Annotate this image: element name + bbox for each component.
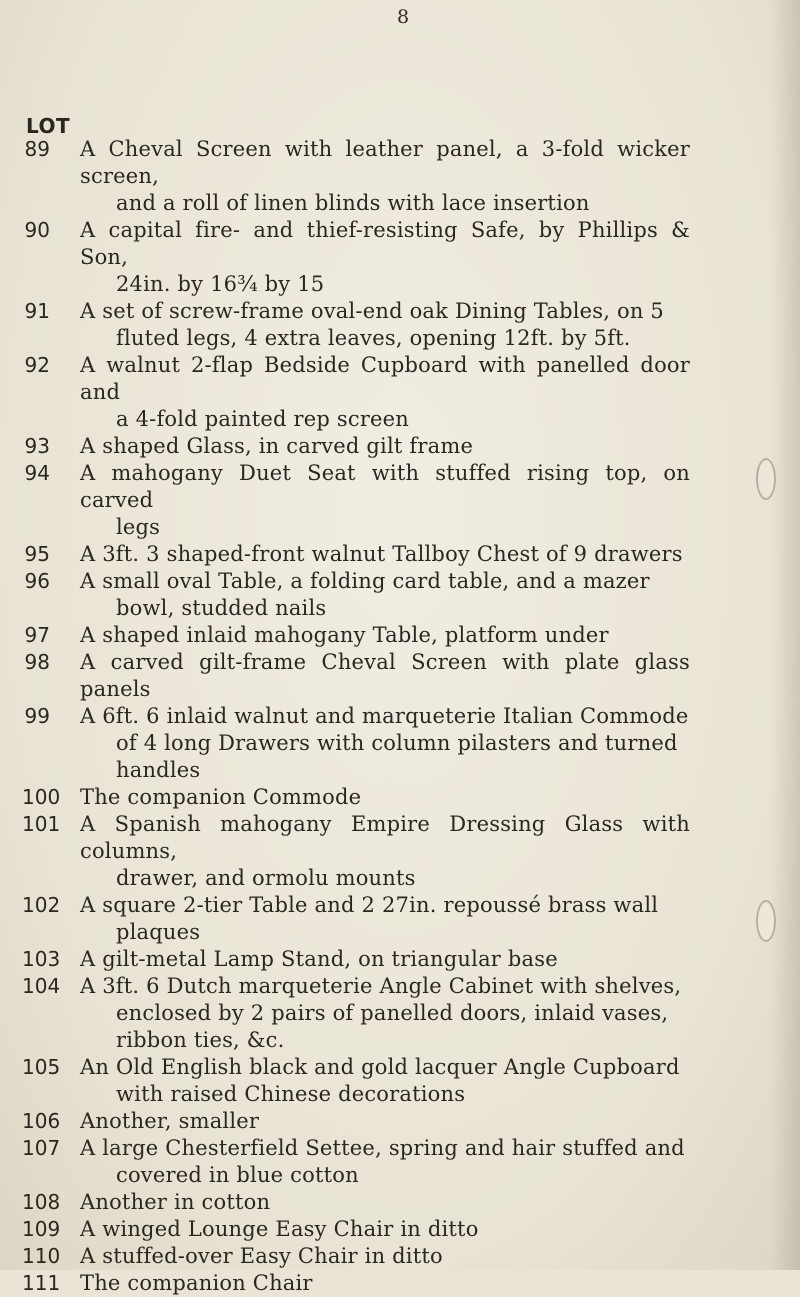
lot-description-line: drawer, and ormolu mounts (116, 866, 416, 890)
lot-description-line: ribbon ties, &c. (116, 1028, 285, 1052)
lot-description (80, 433, 690, 460)
lot-description-line: a 4-fold painted rep screen (116, 407, 410, 431)
lot-description-line: legs (116, 515, 161, 539)
lot-entry (0, 784, 800, 811)
lot-description (80, 298, 690, 352)
lot-number: 98 (24, 650, 50, 674)
lot-description-line: An Old English black and gold lacquer Angle Cupboard (80, 1055, 680, 1079)
lot-number: 108 (22, 1190, 61, 1214)
lot-number: 97 (24, 623, 50, 647)
lot-description (80, 1189, 690, 1216)
lot-number: 104 (22, 974, 61, 998)
lot-entry (0, 703, 800, 784)
lot-description-line: plaques (116, 920, 201, 944)
page-number: 8 (396, 6, 410, 28)
lot-number: 89 (24, 137, 50, 161)
lot-column-header: LOT (26, 114, 71, 138)
lot-number: 106 (22, 1109, 61, 1133)
lot-number: 96 (24, 569, 50, 593)
lot-list (0, 136, 800, 1297)
lot-number: 101 (22, 812, 61, 836)
lot-description-line: A capital fire- and thief-resisting Safe, by Phillips & Son, (80, 218, 690, 269)
lot-entry (0, 973, 800, 1054)
lot-entry (0, 1108, 800, 1135)
lot-description-line: enclosed by 2 pairs of panelled doors, inlaid vases, (116, 1001, 669, 1025)
lot-description (80, 541, 690, 568)
lot-description-line: A 3ft. 3 shaped-front walnut Tallboy Chest of 9 drawers (80, 542, 683, 566)
lot-entry (0, 541, 800, 568)
lot-description (80, 1054, 690, 1108)
lot-description (80, 1243, 690, 1270)
lot-number: 95 (24, 542, 50, 566)
lot-description-line: Another in cotton (80, 1190, 271, 1214)
lot-description (80, 352, 690, 433)
lot-description (80, 892, 690, 946)
lot-entry (0, 217, 800, 298)
lot-description-line: A gilt-metal Lamp Stand, on triangular base (80, 947, 558, 971)
lot-entry (0, 649, 800, 703)
lot-description-line: The companion Chair (80, 1271, 313, 1295)
lot-description (80, 784, 690, 811)
lot-description (80, 946, 690, 973)
lot-description (80, 622, 690, 649)
lot-description-line: covered in blue cotton (116, 1163, 359, 1187)
lot-description-line: A small oval Table, a folding card table, and a mazer (80, 569, 650, 593)
lot-number: 92 (24, 353, 50, 377)
lot-number: 111 (22, 1271, 61, 1295)
lot-description-line: handles (116, 758, 201, 782)
lot-number: 99 (24, 704, 50, 728)
lot-description (80, 217, 690, 298)
lot-entry (0, 1243, 800, 1270)
lot-entry (0, 352, 800, 433)
lot-entry (0, 1135, 800, 1189)
lot-description-line: A 6ft. 6 inlaid walnut and marqueterie Italian Commode (80, 704, 689, 728)
lot-description-line: Another, smaller (80, 1109, 260, 1133)
lot-entry (0, 1189, 800, 1216)
lot-description (80, 460, 690, 541)
lot-number: 91 (24, 299, 50, 323)
lot-description-line: A mahogany Duet Seat with stuffed rising top, on carved (80, 461, 690, 512)
lot-description-line: and a roll of linen blinds with lace insertion (116, 191, 590, 215)
lot-entry (0, 1270, 800, 1297)
lot-description-line: A winged Lounge Easy Chair in ditto (80, 1217, 479, 1241)
lot-description-line: A square 2-tier Table and 2 27in. repoussé brass wall (80, 893, 659, 917)
lot-description-line: A large Chesterfield Settee, spring and hair stuffed and (80, 1136, 685, 1160)
lot-number: 105 (22, 1055, 61, 1079)
lot-number: 107 (22, 1136, 61, 1160)
lot-number: 90 (24, 218, 50, 242)
lot-description-line: A set of screw-frame oval-end oak Dining Tables, on 5 (80, 299, 664, 323)
lot-description-line: A 3ft. 6 Dutch marqueterie Angle Cabinet with shelves, (80, 974, 682, 998)
lot-number: 110 (22, 1244, 61, 1268)
lot-entry (0, 946, 800, 973)
lot-entry (0, 811, 800, 892)
lot-entry (0, 1216, 800, 1243)
lot-entry (0, 892, 800, 946)
lot-description (80, 1216, 690, 1243)
lot-description-line: with raised Chinese decorations (116, 1082, 466, 1106)
lot-entry (0, 460, 800, 541)
lot-description (80, 973, 690, 1054)
lot-description-line: of 4 long Drawers with column pilasters and turned (116, 731, 678, 755)
lot-description-line: A stuffed-over Easy Chair in ditto (80, 1244, 443, 1268)
lot-entry (0, 136, 800, 217)
lot-description-line: bowl, studded nails (116, 596, 327, 620)
lot-number: 109 (22, 1217, 61, 1241)
lot-entry (0, 622, 800, 649)
lot-description-line: A carved gilt-frame Cheval Screen with plate glass panels (80, 650, 690, 701)
lot-description (80, 136, 690, 217)
lot-description (80, 1108, 690, 1135)
lot-description-line: A Cheval Screen with leather panel, a 3-fold wicker screen, (80, 137, 690, 188)
lot-description (80, 703, 690, 784)
lot-number: 102 (22, 893, 61, 917)
lot-description-line: A Spanish mahogany Empire Dressing Glass with columns, (80, 812, 690, 863)
lot-entry (0, 568, 800, 622)
lot-entry (0, 298, 800, 352)
lot-number: 103 (22, 947, 61, 971)
lot-description-line: 24in. by 16¾ by 15 (116, 272, 325, 296)
lot-description-line: A shaped inlaid mahogany Table, platform under (80, 623, 609, 647)
lot-description-line: fluted legs, 4 extra leaves, opening 12ft. by 5ft. (116, 326, 631, 350)
lot-description-line: A shaped Glass, in carved gilt frame (80, 434, 474, 458)
lot-number: 100 (22, 785, 61, 809)
lot-entry (0, 1054, 800, 1108)
lot-description (80, 1270, 690, 1297)
lot-description-line: A walnut 2-flap Bedside Cupboard with panelled door and (80, 353, 690, 404)
lot-description (80, 568, 690, 622)
lot-description-line: The companion Commode (80, 785, 362, 809)
lot-description (80, 1135, 690, 1189)
lot-description (80, 811, 690, 892)
lot-number: 94 (24, 461, 50, 485)
lot-number: 93 (24, 434, 50, 458)
lot-entry (0, 433, 800, 460)
lot-description (80, 649, 690, 703)
